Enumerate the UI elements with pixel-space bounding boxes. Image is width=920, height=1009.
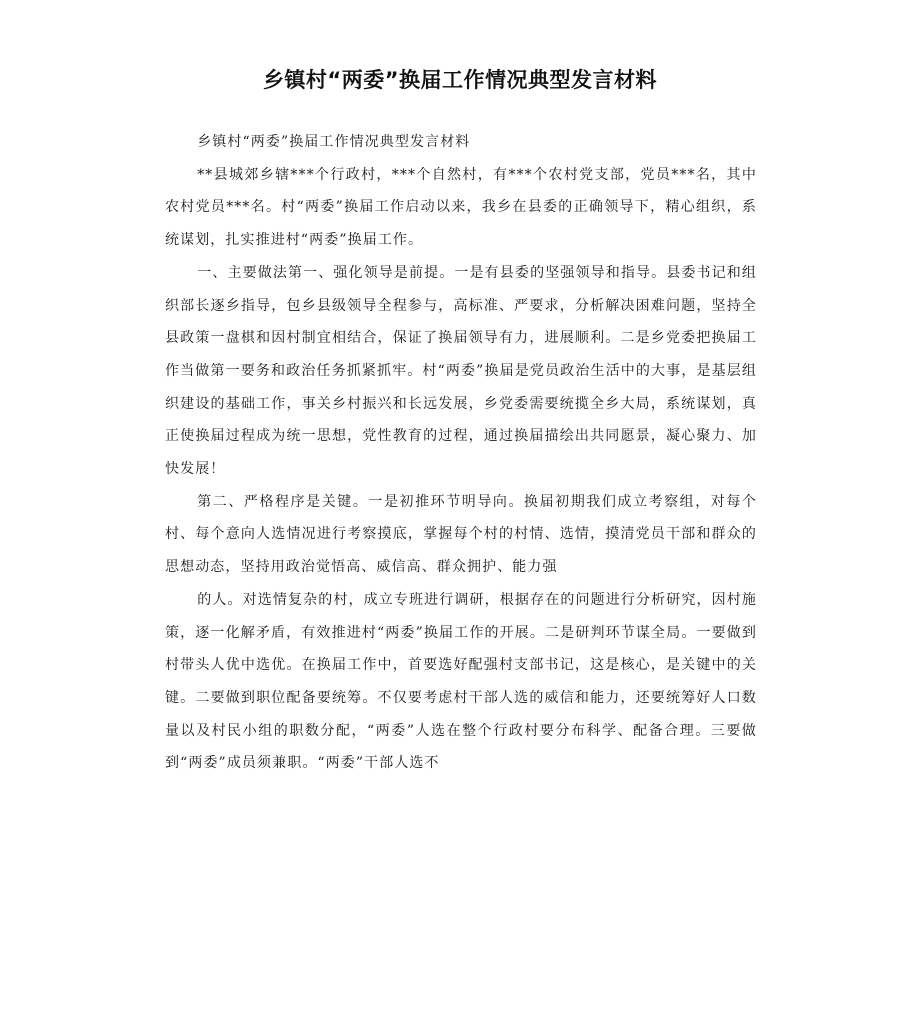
paragraph-section-two: 第二、严格程序是关键。一是初推环节明导向。换届初期我们成立考察组，对每个村、每个意向人选情况进行考察摸底，掌握每个村的村情、选情，摸清党员干部和群众的思想动态，坚持用政治觉悟高、威信高、群众拥护、能力强: [165, 493, 757, 576]
paragraph-subtitle: 乡镇村“两委”换届工作情况典型发言材料: [197, 134, 471, 150]
paragraph-intro: **县城郊乡辖***个行政村，***个自然村，有***个农村党支部，党员***名，其中农村党员***名。村“两委”换届工作启动以来，我乡在县委的正确领导下，精心组织，系统谋划，扎实推进村“两委”换届工作。: [165, 166, 757, 249]
paragraph-section-one: 一、主要做法第一、强化领导是前提。一是有县委的坚强领导和指导。县委书记和组织部长逐乡指导，包乡县级领导全程参与，高标准、严要求，分析解决困难问题，坚持全县政策一盘棋和因村制宜相结合，保证了换届领导有力，进展顺利。二是乡党委把换届工作当做第一要务和政治任务抓紧抓牢。村“两委”换届是党员政治生活中的大事，是基层组织建设的基础工作，事关乡村振兴和长远发展，乡党委需要统揽全乡大局，系统谋划，真正使换届过程成为统一思想，党性教育的过程，通过换届描绘出共同愿景，凝心聚力、加快发展！: [165, 264, 757, 478]
document-title: 乡镇村“两委”换届工作情况典型发言材料: [262, 68, 658, 92]
document-body: [165, 126, 757, 780]
paragraph-section-two-continued: 的人。对选情复杂的村，成立专班进行调研，根据存在的问题进行分析研究，因村施策，逐一化解矛盾，有效推进村“两委”换届工作的开展。二是研判环节谋全局。一要做到村带头人优中选优。在换届工作中，首要选好配强村支部书记，这是核心，是关键中的关键。二要做到职位配备要统筹。不仅要考虑村干部人选的威信和能力，还要统筹好人口数量以及村民小组的职数分配，“两委”人选在整个行政村要分布科学、配备合理。三要做到“两委”成员须兼职。“两委”干部人选不: [165, 591, 757, 772]
